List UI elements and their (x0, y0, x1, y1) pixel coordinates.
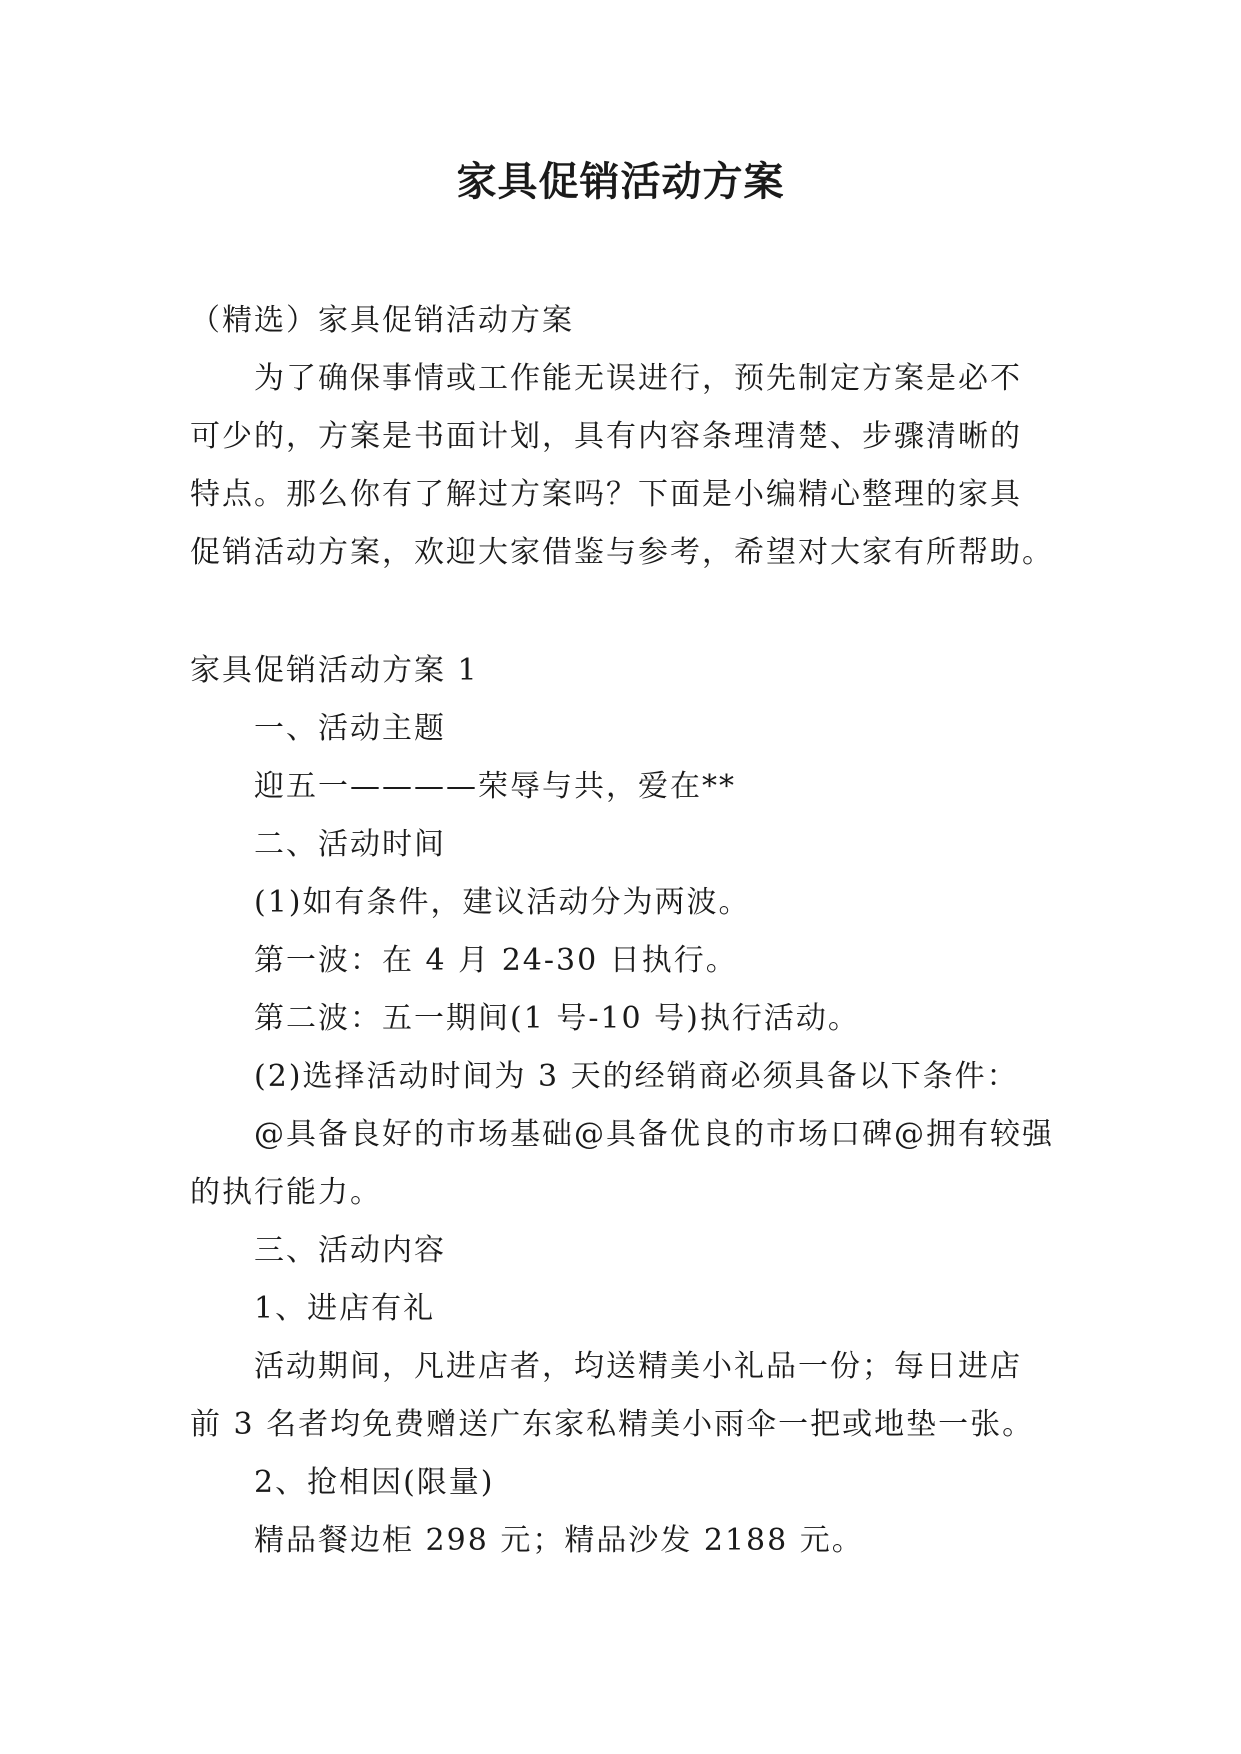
conditions-line-1: @具备良好的市场基础@具备优良的市场口碑@拥有较强 (254, 1117, 1054, 1152)
item-time-wave-2: 第二波：五一期间(1 号-10 号)执行活动。 (254, 1001, 860, 1036)
item-prices: 精品餐边柜 298 元；精品沙发 2188 元。 (254, 1523, 864, 1558)
section-heading: 家具促销活动方案 1 (190, 653, 479, 688)
intro-paragraph-line-3: 特点。那么你有了解过方案吗？下面是小编精心整理的家具 (190, 477, 1022, 512)
item-time-heading: 二、活动时间 (254, 827, 446, 862)
item-content-heading: 三、活动内容 (254, 1233, 446, 1268)
section-1-block (190, 642, 1070, 1570)
document-title: 家具促销活动方案 (456, 159, 785, 205)
intro-paragraph-line-4: 促销活动方案，欢迎大家借鉴与参考，希望对大家有所帮助。 (190, 535, 1054, 570)
item-content-2: 2、抢相因(限量) (254, 1465, 495, 1500)
item-time-2: (2)选择活动时间为 3 天的经销商必须具备以下条件： (254, 1059, 1019, 1094)
item-theme-heading: 一、活动主题 (254, 711, 446, 746)
item-time-wave-1: 第一波：在 4 月 24-30 日执行。 (254, 943, 738, 978)
gift-line-1: 活动期间，凡进店者，均送精美小礼品一份；每日进店 (254, 1349, 1022, 1384)
intro-subtitle: （精选）家具促销活动方案 (190, 303, 574, 338)
intro-block (190, 292, 1070, 582)
item-content-1: 1、进店有礼 (254, 1291, 436, 1326)
item-time-1: (1)如有条件，建议活动分为两波。 (254, 885, 751, 920)
gift-line-2: 前 3 名者均免费赠送广东家私精美小雨伞一把或地垫一张。 (190, 1407, 1035, 1442)
item-theme-text: 迎五一————荣辱与共，爱在** (254, 769, 736, 804)
conditions-line-2: 的执行能力。 (190, 1175, 382, 1210)
intro-paragraph-line-2: 可少的，方案是书面计划，具有内容条理清楚、步骤清晰的 (190, 419, 1022, 454)
intro-paragraph-line-1: 为了确保事情或工作能无误进行，预先制定方案是必不 (254, 361, 1022, 396)
